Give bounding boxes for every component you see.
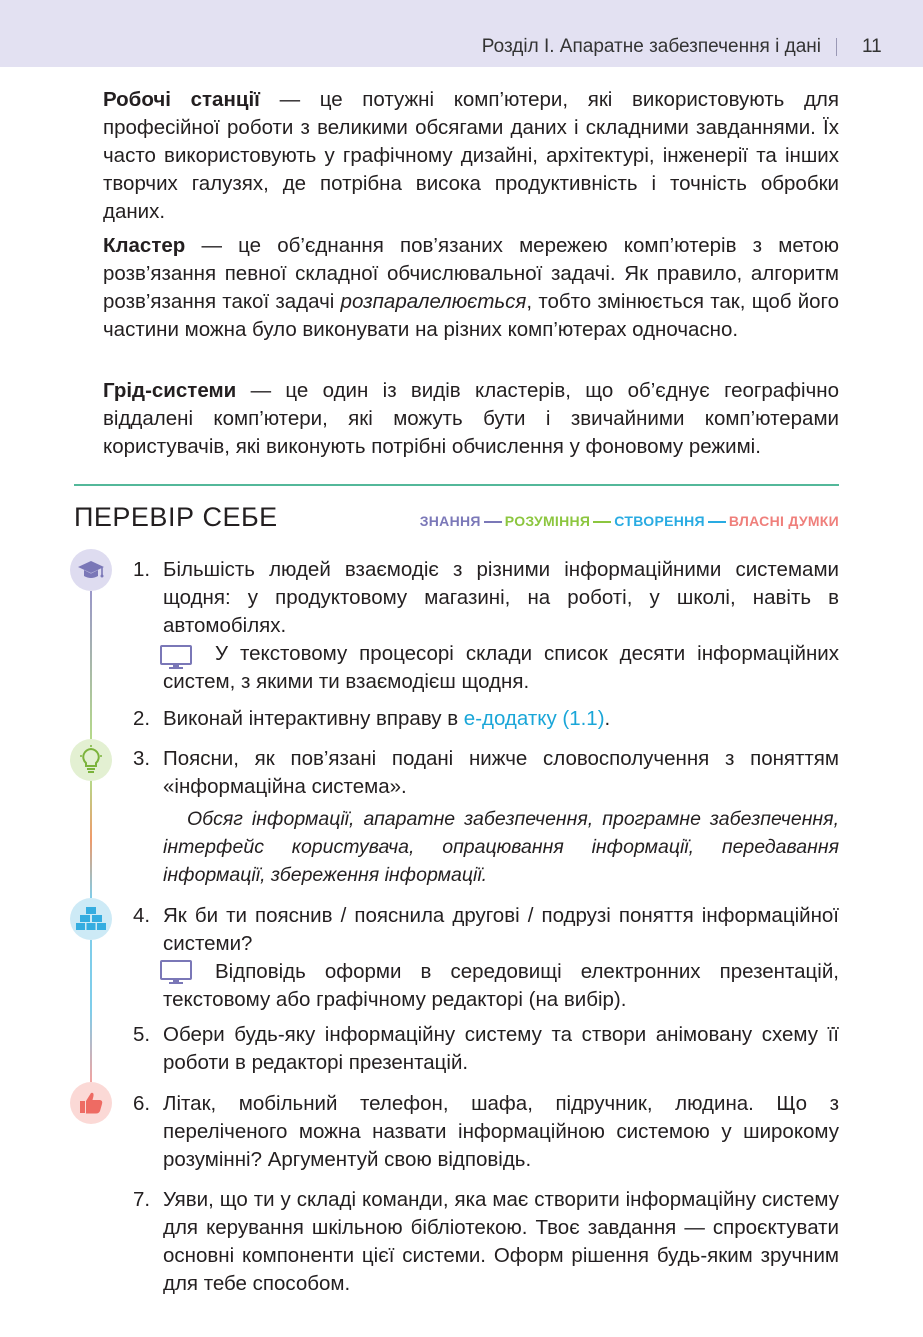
paragraph-cluster [103,232,839,344]
header-separator [836,38,837,56]
question-text: Поясни, як пов’язані подані нижче словосполучення з поняттям «інформаційна система». [163,747,839,798]
question-terms: Обсяг інформації, апаратне забезпечення, програмне забезпечення, інтерфейс користувача, опрацювання інформації, передавання інформації, збереження інформації. [163,808,839,886]
term: Робочі станції [103,88,260,111]
term: Грід-системи [103,379,237,402]
question-number: 5. [133,1023,151,1046]
lightbulb-icon [70,739,112,781]
question-number: 1. [133,558,151,581]
question-text: Літак, мобільний телефон, шафа, підручник, людина. Що з переліченого можна назвати інформаційною системою у широкому розумінні? Аргументуй свою відповідь. [163,1092,839,1171]
building-blocks-icon [70,898,112,940]
question-2 [133,705,839,733]
level-dash [484,521,502,523]
question-4 [133,902,839,1014]
e-supplement-link[interactable]: е-додатку (1.1) [463,707,605,730]
italic-term: розпаралелюється [340,290,527,313]
question-text-end: . [604,707,611,730]
level-dash [708,521,726,523]
level-knowledge: ЗНАННЯ [419,513,481,529]
paragraph-workstations [103,86,839,226]
question-3 [133,745,839,889]
definition: — це потужні комп’ютери, які використовують для професійної роботи з великими обсягами даних і складними завданнями. Їх часто використовують у графічному дизайні, архітектурі, інженерії та інших творчих галузях, де потрібна висока продуктивність і точність обробки даних. [103,88,839,223]
question-5 [133,1021,839,1077]
level-dash [593,521,611,523]
section-divider [74,484,839,486]
definition: — це один із видів кластерів, що об’єднує географічно віддалені комп’ютери, які можуть бути і звичайними комп’ютерами користувачів, які виконують потрібні обчислення у фоновому режимі. [103,379,839,458]
section-title: ПЕРЕВІР СЕБЕ [74,502,278,532]
page-number: 11 [862,36,882,57]
question-1 [133,556,839,696]
question-text: Уяви, що ти у складі команди, яка має створити інформаційну систему для керування шкільною бібліотекою. Твоє завдання — спроєктувати основні компоненти цієї системи. Оформ рішення будь-яким зручним для тебе способом. [163,1188,839,1295]
question-text-body: Виконай інтерактивну вправу в [163,707,464,730]
question-6 [133,1090,839,1174]
question-text: Як би ти пояснив / пояснила другові / подрузі поняття інформаційної системи? [163,904,839,955]
thumbs-up-icon [70,1082,112,1124]
timeline-line [90,940,92,1082]
graduation-cap-icon [70,549,112,591]
question-task: Відповідь оформи в середовищі електронних презентацій, текстовому або графічному редакторі (на вибір). [163,960,839,1011]
level-opinion: ВЛАСНІ ДУМКИ [728,513,839,529]
timeline-line [90,591,92,739]
question-number: 2. [133,707,151,730]
level-understanding: РОЗУМІННЯ [504,513,591,529]
question-number: 4. [133,904,151,927]
question-text: Обери будь-яку інформаційну систему та створи анімовану схему її роботи в редакторі презентацій. [163,1023,839,1074]
paragraph-grid-systems [103,377,839,461]
page-header [0,0,923,67]
question-number: 7. [133,1188,151,1211]
question-number: 3. [133,747,151,770]
monitor-icon [160,960,192,986]
level-legend [420,513,839,529]
question-number: 6. [133,1092,151,1115]
question-7 [133,1186,839,1298]
question-task: У текстовому процесорі склади список десяти інформаційних систем, з якими ти взаємодієш щодня. [163,642,839,693]
question-text [163,705,839,733]
term: Кластер [103,234,186,257]
level-creation: СТВОРЕННЯ [614,513,705,529]
definition-end: , тобто змінюється так, щоб його частини можна було виконувати на різних комп’ютерах одночасно. [103,290,839,341]
monitor-icon [160,645,192,671]
timeline-line [90,780,92,898]
question-text: Більшість людей взаємодіє з різними інформаційними системами щодня: у продуктовому магазині, на роботі, у школі, навіть в автомобілях. [163,558,839,637]
chapter-title: Розділ I. Апаратне забезпечення і дані [481,36,821,57]
definition: — це об’єднання пов’язаних мережею комп’ютерів з метою розв’язання певної складної обчислювальної задачі. Як правило, алгоритм розв’язання такої задачі [103,234,839,313]
